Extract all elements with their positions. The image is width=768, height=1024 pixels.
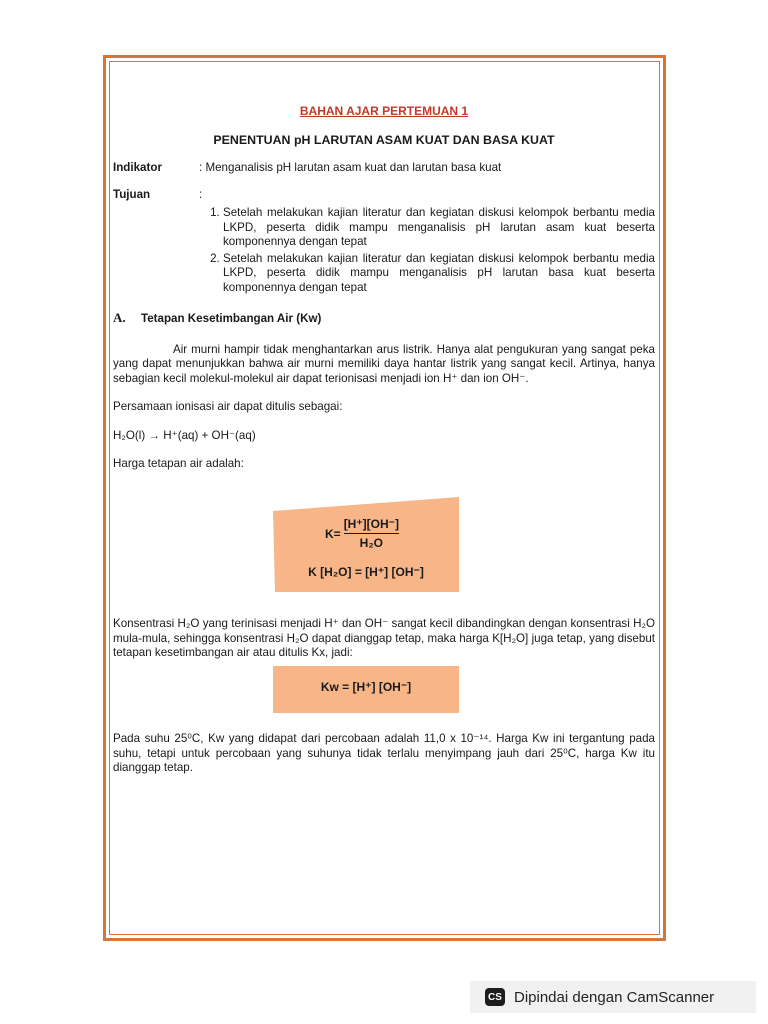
document-title: BAHAN AJAR PERTEMUAN 1 (299, 104, 469, 118)
fraction-stack (344, 517, 399, 550)
fraction-bar (344, 533, 399, 534)
k-symbol: K= (325, 526, 341, 541)
section-title: Tetapan Kesetimbangan Air (Kw) (141, 312, 322, 325)
fraction-numerator: [H⁺][OH⁻] (343, 517, 400, 531)
paragraph-1: Air murni hampir tidak menghantarkan arus listrik. Hanya alat pengukuran yang sangat peka yang dapat menunjukkan bahwa air murni memiliki daya hantar listrik yang sangat kecil. Artinya, hanya sebagian kecil molekul-molekul air dapat terionisasi menjadi ion H⁺ dan ion OH⁻. (113, 342, 655, 385)
ionization-equation: H₂O(l) → H⁺(aq) + OH⁻(aq) (113, 428, 256, 442)
tujuan-row (113, 188, 655, 203)
camscanner-watermark (470, 981, 756, 1013)
paragraph-5: Pada suhu 25⁰C, Kw yang didapat dari percobaan adalah 11,0 x 10⁻¹⁴. Harga Kw ini tergantung pada suhu, tetapi untuk percobaan yang suhunya tidak terlalu menyimpang jauh dari 25⁰C, harga Kw itu dianggap tetap. (113, 732, 655, 774)
tujuan-list (113, 206, 655, 295)
k-h2o-equation: K [H₂O] = [H⁺] [OH⁻] (308, 565, 424, 579)
kw-box (273, 666, 459, 713)
tujuan-item-2: 2. Setelah melakukan kajian literatur dan kegiatan diskusi kelompok berbantu media LKPD, peserta didik mampu menganalisis pH larutan basa kuat beserta komponennya dengan tepat (223, 252, 655, 296)
document-content (113, 100, 655, 472)
document-content-bottom (113, 732, 655, 776)
indikator-row (113, 161, 655, 176)
section-letter: A. (113, 310, 126, 325)
document-subtitle: PENENTUAN pH LARUTAN ASAM KUAT DAN BASA KUAT (213, 132, 555, 147)
equilibrium-constant-box (273, 497, 459, 592)
fraction-denominator: H₂O (359, 536, 384, 550)
paragraph-4: Konsentrasi H₂O yang terinisasi menjadi H⁺ dan OH⁻ sangat kecil dibandingkan dengan konsentrasi H₂O mula-mula, sehingga konsentrasi H₂O dapat dianggap tetap, maka harga K[H₂O] juga tetap, yang disebut tetapan kesetimbangan air atau ditulis Kx, jadi: (113, 617, 655, 659)
camscanner-text: Dipindai dengan CamScanner (514, 988, 715, 1006)
paragraph-2: Persamaan ionisasi air dapat ditulis sebagai: (113, 400, 343, 413)
camscanner-logo-icon: CS (485, 988, 505, 1006)
tujuan-colon: : (199, 187, 203, 201)
document-content-lower (113, 617, 655, 661)
kw-equation: Kw = [H⁺] [OH⁻] (320, 680, 412, 694)
paragraph-3: Harga tetapan air adalah: (113, 457, 244, 470)
tujuan-item-1: 1. Setelah melakukan kajian literatur dan kegiatan diskusi kelompok berbantu media LKPD, peserta didik mampu menganalisis pH larutan asam kuat beserta komponennya dengan tepat (223, 206, 655, 250)
indikator-text: : Menganalisis pH larutan asam kuat dan larutan basa kuat (199, 161, 502, 174)
equilibrium-fraction (325, 517, 399, 550)
tujuan-label: Tujuan (113, 187, 151, 201)
indikator-label: Indikator (113, 161, 162, 174)
section-a-heading (113, 311, 655, 327)
